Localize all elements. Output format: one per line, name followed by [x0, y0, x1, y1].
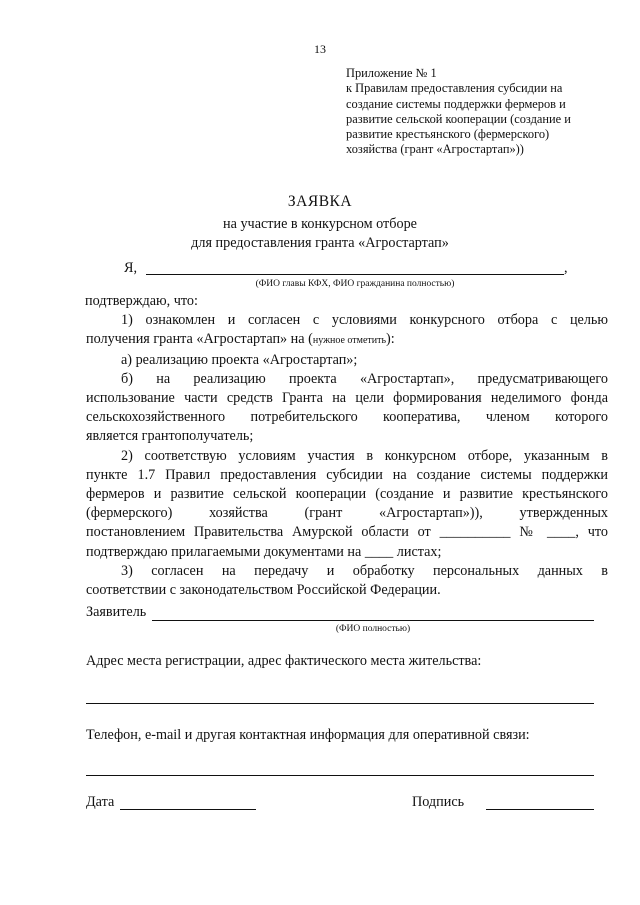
date-field[interactable] [120, 809, 256, 810]
appendix-header [346, 66, 626, 158]
p1-option-b: сельскохозяйственного потребительского кооператива, членом которого [86, 409, 608, 426]
p3-line: соответствии с законодательством Российской Федерации. [86, 582, 441, 599]
document-subtitle: для предоставления гранта «Агростартап» [191, 235, 449, 251]
applicant-prefix: Я, [124, 260, 138, 276]
p2-line: фермеров и развитие сельской кооперации (создание и развитие крестьянского [86, 486, 608, 503]
appendix-line: хозяйства (грант «Агростартап»)) [346, 142, 524, 157]
address-label: Адрес места регистрации, адрес фактического места жительства: [86, 653, 482, 669]
applicant-suffix: , [564, 260, 568, 276]
document-subtitle: на участие в конкурсном отборе [223, 216, 417, 232]
applicant-fullname-hint: (ФИО полностью) [335, 624, 411, 634]
address-field[interactable] [86, 703, 594, 704]
appendix-line: развитие крестьянского (фермерского) [346, 127, 550, 142]
p2-line: 2) соответствую условиям участия в конкурсном отборе, указанным в [121, 447, 608, 464]
confirm-line: подтверждаю, что: [85, 293, 198, 309]
p1-option-a: а) реализацию проекта «Агростартап»; [121, 351, 358, 368]
signature-label: Подпись [412, 794, 465, 810]
p1-option-b: использование части средств Гранта на цели формирования неделимого фонда [86, 390, 608, 407]
applicant-fullname-field[interactable] [152, 620, 594, 621]
signature-field[interactable] [486, 809, 594, 810]
contacts-field[interactable] [86, 775, 594, 776]
appendix-line: Приложение № 1 [346, 66, 437, 80]
p1-option-b: является грантополучатель; [86, 428, 254, 445]
p1-note: нужное отметить [312, 335, 387, 347]
appendix-line: к Правилам предоставления субсидии на [346, 81, 563, 96]
contacts-label: Телефон, e-mail и другая контактная информация для оперативной связи: [86, 727, 530, 743]
appendix-line: создание системы поддержки фермеров и [346, 96, 566, 111]
body-text [86, 292, 608, 600]
p3-line: 3) согласен на передачу и обработку персональных данных в [121, 562, 608, 579]
page-number: 13 [314, 42, 326, 56]
p1-text: ): [386, 331, 395, 348]
p2-line: подтверждаю прилагаемыми документами на ____ листах; [86, 543, 442, 560]
p1-line: 1) ознакомлен и согласен с условиями конкурсного отбора с целью [121, 312, 608, 329]
applicant-label: Заявитель [86, 604, 147, 620]
p2-line: (фермерского) хозяйства (грант «Агростартап»)), утвержденных [86, 505, 608, 522]
p2-line: пункте 1.7 Правил предоставления субсидии на создание системы поддержки [86, 466, 608, 483]
applicant-name-field[interactable] [146, 274, 564, 275]
date-label: Дата [86, 794, 115, 810]
appendix-line: развитие сельской кооперации (создание и [346, 111, 571, 126]
document-title: ЗАЯВКА [287, 193, 353, 210]
applicant-name-hint: (ФИО главы КФХ, ФИО гражданина полностью) [255, 279, 455, 289]
p1-line [86, 330, 608, 350]
p2-line: постановлением Правительства Амурской области от __________ № ____, что [86, 524, 608, 541]
p1-text: получения гранта «Агростартап» на ( [86, 331, 313, 348]
p1-option-b: б) на реализацию проекта «Агростартап», предусматривающего [121, 370, 608, 387]
